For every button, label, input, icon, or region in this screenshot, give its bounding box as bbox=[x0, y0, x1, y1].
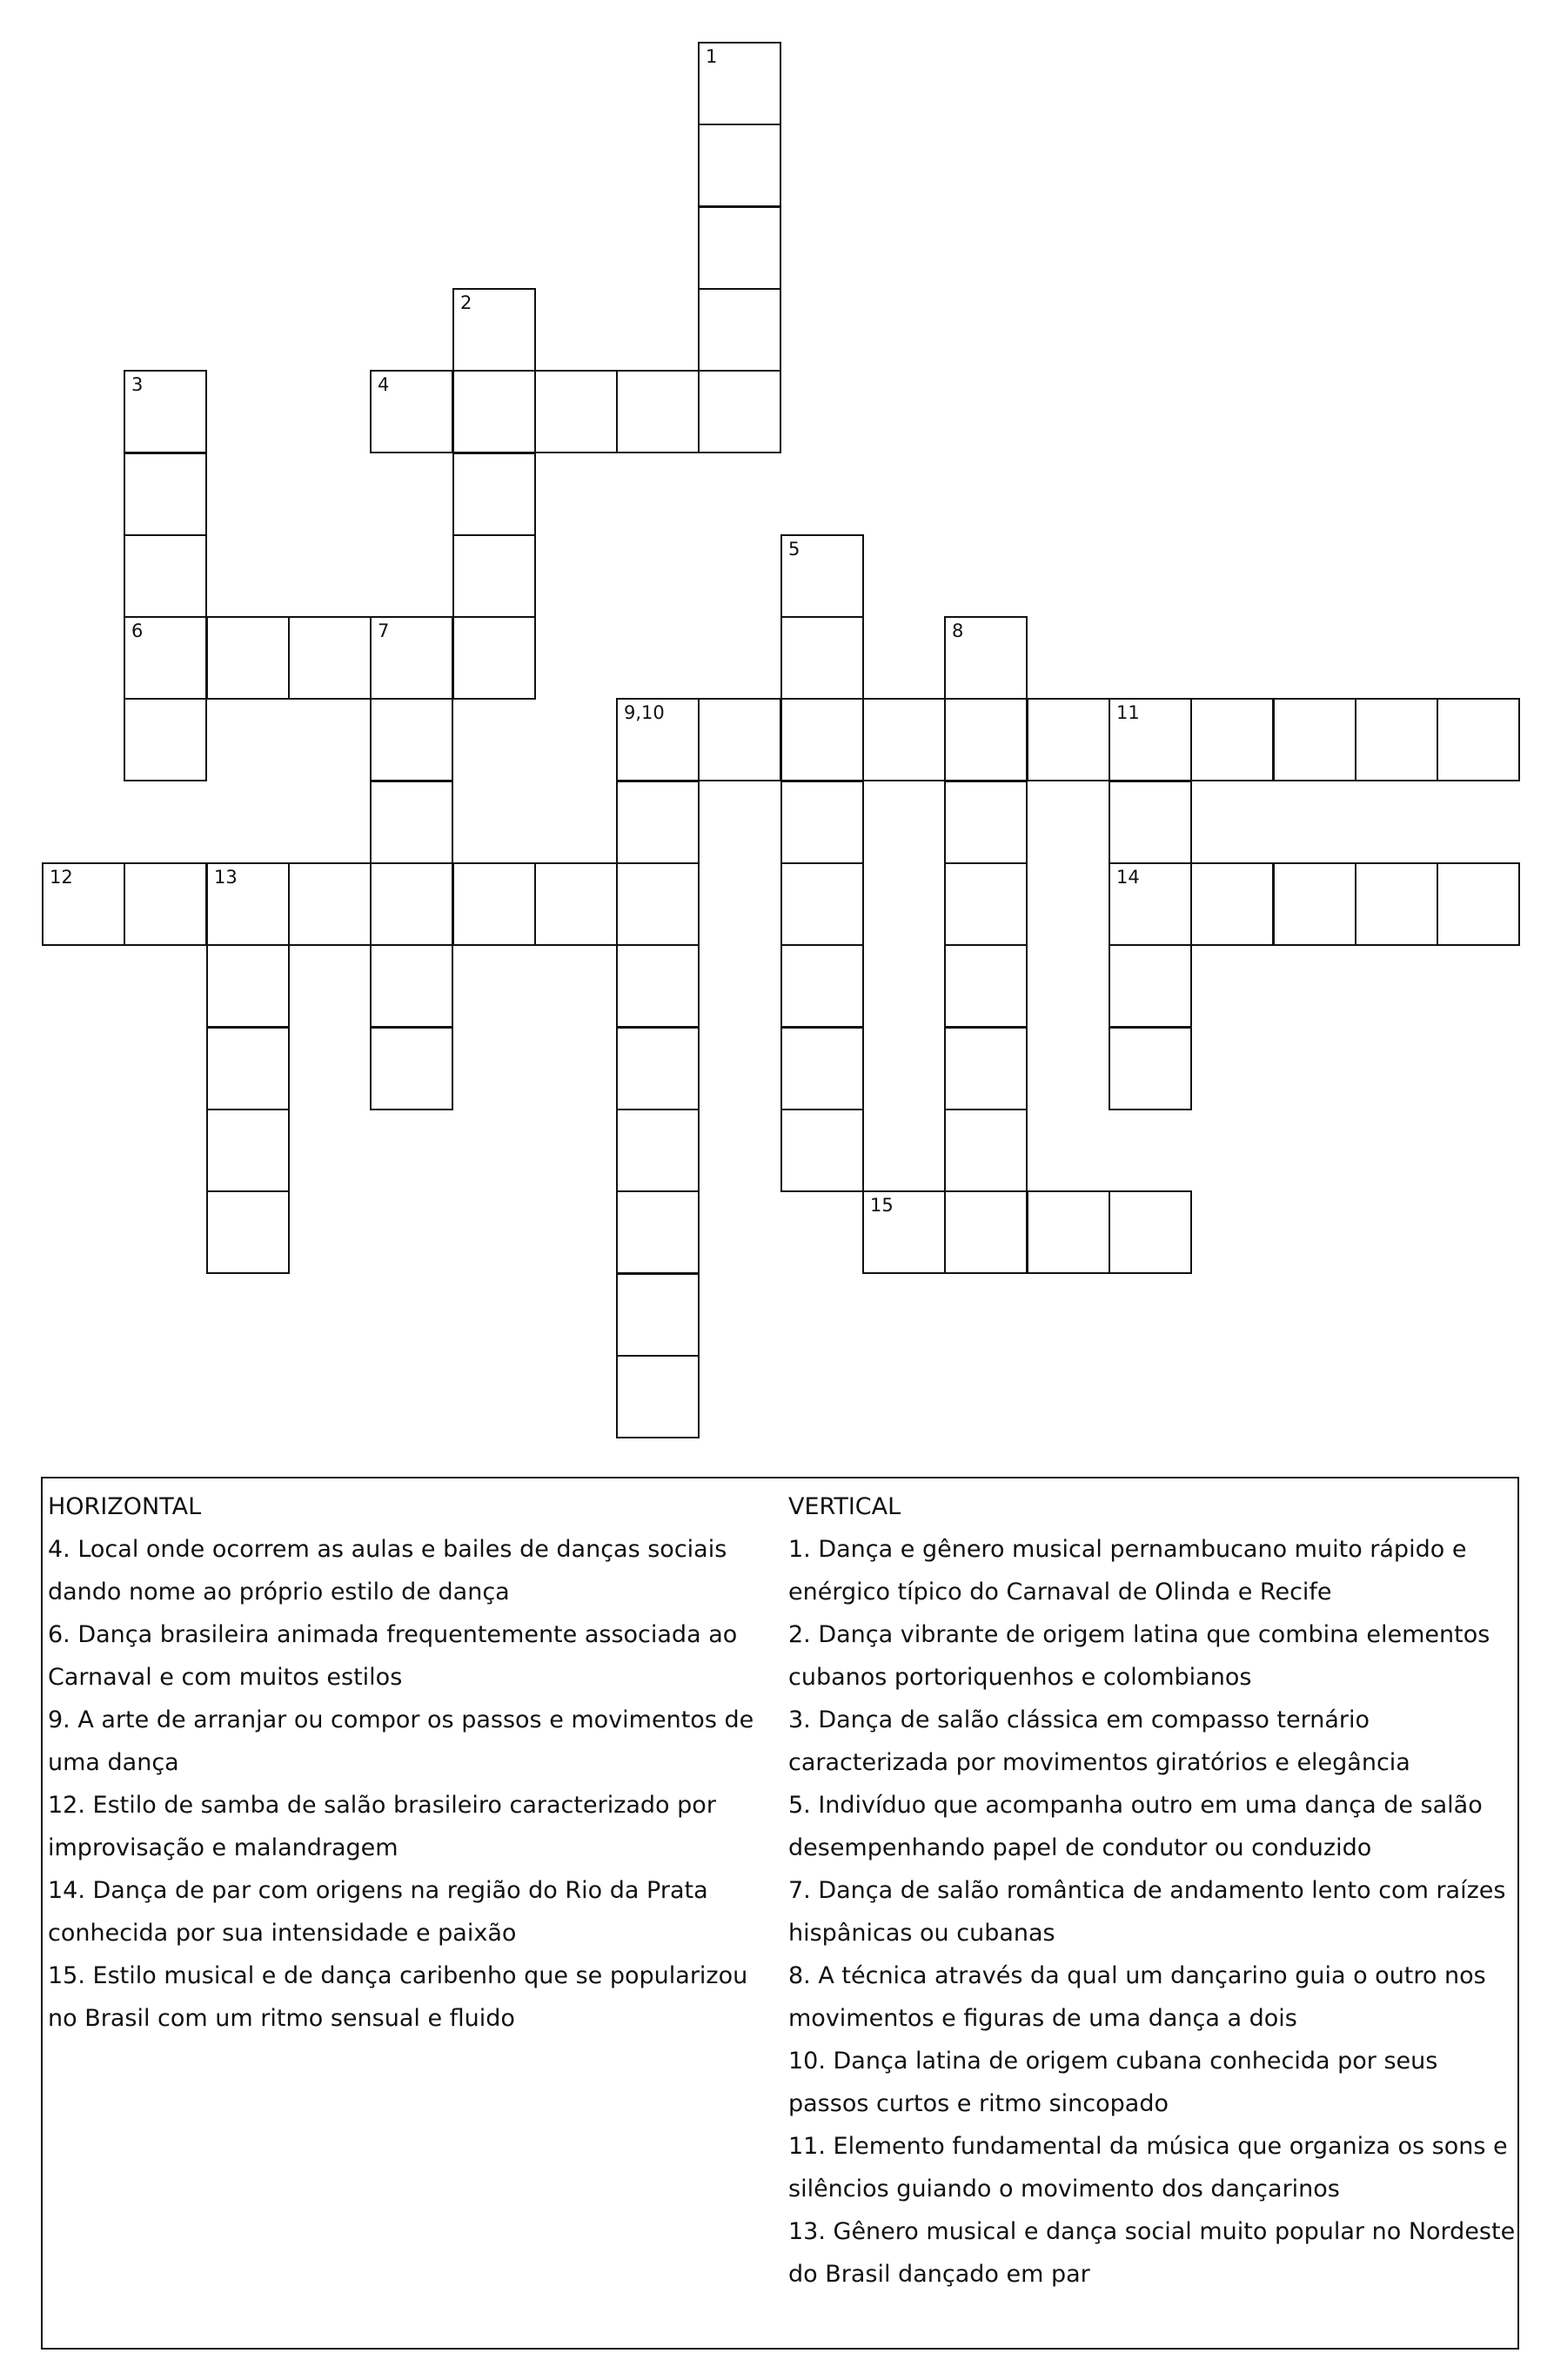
crossword-cell[interactable] bbox=[370, 862, 453, 946]
clue-h-6: 6. Dança brasileira animada frequentemente associada ao Carnaval e com muitos estilos bbox=[48, 1621, 738, 1691]
crossword-cell[interactable] bbox=[534, 862, 618, 946]
crossword-cell[interactable] bbox=[1109, 781, 1192, 864]
horizontal-heading: HORIZONTAL bbox=[48, 1493, 202, 1520]
crossword-cell[interactable] bbox=[452, 616, 536, 700]
crossword-cell[interactable] bbox=[616, 862, 700, 946]
crossword-cell[interactable] bbox=[1109, 862, 1192, 946]
clue-number: 12 bbox=[50, 867, 73, 888]
crossword-cell[interactable] bbox=[698, 124, 781, 207]
crossword-cell[interactable] bbox=[780, 944, 864, 1028]
crossword-cell[interactable] bbox=[1027, 1190, 1110, 1274]
clue-h-15: 15. Estilo musical e de dança caribenho que se popularizou no Brasil com um ritmo sensual e fluido bbox=[48, 1962, 748, 2032]
crossword-cell[interactable] bbox=[944, 698, 1028, 781]
clue-v-11: 11. Elemento fundamental da música que organiza os sons e silêncios guiando o movimento dos dançarinos bbox=[788, 2133, 1508, 2202]
crossword-cell[interactable] bbox=[370, 370, 453, 453]
clue-number: 6 bbox=[131, 620, 144, 641]
crossword-cell[interactable] bbox=[616, 1273, 700, 1357]
crossword-cell[interactable] bbox=[42, 862, 125, 946]
crossword-cell[interactable] bbox=[288, 616, 372, 700]
clue-number: 1 bbox=[706, 46, 718, 67]
crossword-cell[interactable] bbox=[1273, 862, 1356, 946]
crossword-cell[interactable] bbox=[206, 944, 290, 1028]
crossword-cell[interactable] bbox=[1437, 698, 1520, 781]
crossword-cell[interactable] bbox=[124, 453, 207, 536]
crossword-cell[interactable] bbox=[780, 698, 864, 781]
crossword-cell[interactable] bbox=[616, 1027, 700, 1110]
crossword-cell[interactable] bbox=[616, 370, 700, 453]
crossword-cell[interactable] bbox=[206, 1109, 290, 1192]
crossword-cell[interactable] bbox=[534, 370, 618, 453]
crossword-cell[interactable] bbox=[1109, 1190, 1192, 1274]
clue-v-7: 7. Dança de salão romântica de andamento lento com raízes hispânicas ou cubanas bbox=[788, 1877, 1506, 1947]
horizontal-clues bbox=[48, 1485, 784, 2040]
crossword-cell[interactable] bbox=[944, 1027, 1028, 1110]
crossword-cell[interactable] bbox=[944, 944, 1028, 1028]
clue-v-8: 8. A técnica através da qual um dançarino guia o outro nos movimentos e figuras de uma dança a dois bbox=[788, 1962, 1486, 2032]
crossword-cell[interactable] bbox=[780, 781, 864, 864]
clue-number: 5 bbox=[788, 539, 800, 560]
clue-number: 8 bbox=[952, 620, 964, 641]
clue-number: 9,10 bbox=[624, 702, 665, 723]
crossword-cell[interactable] bbox=[780, 534, 864, 618]
crossword-cell[interactable] bbox=[1190, 698, 1274, 781]
crossword-cell[interactable] bbox=[616, 1190, 700, 1274]
crossword-cell[interactable] bbox=[370, 944, 453, 1028]
vertical-heading: VERTICAL bbox=[788, 1493, 901, 1520]
crossword-cell[interactable] bbox=[698, 206, 781, 290]
crossword-cell[interactable] bbox=[698, 288, 781, 372]
clue-h-14: 14. Dança de par com origens na região do Rio da Prata conhecida por sua intensidade e paixão bbox=[48, 1877, 708, 1947]
clue-h-12: 12. Estilo de samba de salão brasileiro caracterizado por improvisação e malandragem bbox=[48, 1792, 716, 1861]
crossword-cell[interactable] bbox=[124, 370, 207, 453]
crossword-cell[interactable] bbox=[124, 534, 207, 618]
crossword-cell[interactable] bbox=[698, 698, 781, 781]
crossword-cell[interactable] bbox=[452, 862, 536, 946]
crossword-cell[interactable] bbox=[1355, 862, 1438, 946]
crossword-cell[interactable] bbox=[452, 288, 536, 372]
crossword-cell[interactable] bbox=[1109, 1027, 1192, 1110]
vertical-clues bbox=[788, 1485, 1516, 2296]
crossword-cell[interactable] bbox=[452, 370, 536, 453]
clue-v-3: 3. Dança de salão clássica em compasso ternário caracterizada por movimentos giratórios e elegância bbox=[788, 1706, 1410, 1776]
crossword-cell[interactable] bbox=[206, 1027, 290, 1110]
crossword-cell[interactable] bbox=[1437, 862, 1520, 946]
clue-h-9: 9. A arte de arranjar ou compor os passos e movimentos de uma dança bbox=[48, 1706, 754, 1776]
clue-v-2: 2. Dança vibrante de origem latina que combina elementos cubanos portoriquenhos e colombianos bbox=[788, 1621, 1490, 1691]
crossword-cell[interactable] bbox=[944, 781, 1028, 864]
clue-number: 14 bbox=[1116, 867, 1140, 888]
crossword-cell[interactable] bbox=[616, 1109, 700, 1192]
crossword-cell[interactable] bbox=[944, 862, 1028, 946]
crossword-cell[interactable] bbox=[124, 616, 207, 700]
crossword-cell[interactable] bbox=[124, 698, 207, 781]
clue-v-1: 1. Dança e gênero musical pernambucano muito rápido e enérgico típico do Carnaval de Olinda e Recife bbox=[788, 1536, 1467, 1606]
crossword-cell[interactable] bbox=[206, 862, 290, 946]
clue-v-13: 13. Gênero musical e dança social muito popular no Nordeste do Brasil dançado em par bbox=[788, 2218, 1516, 2288]
clues-box bbox=[41, 1477, 1519, 2350]
crossword-cell[interactable] bbox=[616, 944, 700, 1028]
clue-h-4: 4. Local onde ocorrem as aulas e bailes de danças sociais dando nome ao próprio estilo de dança bbox=[48, 1536, 727, 1606]
crossword-cell[interactable] bbox=[206, 616, 290, 700]
crossword-cell[interactable] bbox=[206, 1190, 290, 1274]
crossword-cell[interactable] bbox=[1109, 944, 1192, 1028]
crossword-cell[interactable] bbox=[370, 698, 453, 781]
crossword-cell[interactable] bbox=[862, 698, 946, 781]
clue-v-5: 5. Indivíduo que acompanha outro em uma dança de salão desempenhando papel de condutor ou conduzido bbox=[788, 1792, 1483, 1861]
crossword-cell[interactable] bbox=[124, 862, 207, 946]
crossword-cell[interactable] bbox=[698, 42, 781, 125]
crossword-cell[interactable] bbox=[370, 1027, 453, 1110]
clue-number: 7 bbox=[378, 620, 390, 641]
crossword-cell[interactable] bbox=[780, 1109, 864, 1192]
crossword-cell[interactable] bbox=[1190, 862, 1274, 946]
crossword-cell[interactable] bbox=[1273, 698, 1356, 781]
crossword-cell[interactable] bbox=[1355, 698, 1438, 781]
crossword-cell[interactable] bbox=[1109, 698, 1192, 781]
crossword-cell[interactable] bbox=[780, 1027, 864, 1110]
crossword-cell[interactable] bbox=[288, 862, 372, 946]
crossword-cell[interactable] bbox=[944, 1109, 1028, 1192]
crossword-cell[interactable] bbox=[862, 1190, 946, 1274]
crossword-cell[interactable] bbox=[698, 370, 781, 453]
crossword-cell[interactable] bbox=[616, 781, 700, 864]
clue-number: 4 bbox=[378, 374, 390, 395]
crossword-cell[interactable] bbox=[370, 781, 453, 864]
crossword-cell[interactable] bbox=[1027, 698, 1110, 781]
clue-number: 2 bbox=[460, 292, 472, 313]
crossword-cell[interactable] bbox=[452, 534, 536, 618]
crossword-cell[interactable] bbox=[616, 698, 700, 781]
clue-v-10: 10. Dança latina de origem cubana conhecida por seus passos curtos e ritmo sincopado bbox=[788, 2048, 1438, 2117]
crossword-cell[interactable] bbox=[780, 862, 864, 946]
crossword-cell[interactable] bbox=[616, 1355, 700, 1438]
crossword-cell[interactable] bbox=[944, 616, 1028, 700]
crossword-cell[interactable] bbox=[780, 616, 864, 700]
crossword-cell[interactable] bbox=[452, 453, 536, 536]
clue-number: 11 bbox=[1116, 702, 1140, 723]
clue-number: 3 bbox=[131, 374, 144, 395]
crossword-cell[interactable] bbox=[944, 1190, 1028, 1274]
clue-number: 15 bbox=[870, 1195, 894, 1216]
clue-number: 13 bbox=[214, 867, 238, 888]
crossword-cell[interactable] bbox=[370, 616, 453, 700]
